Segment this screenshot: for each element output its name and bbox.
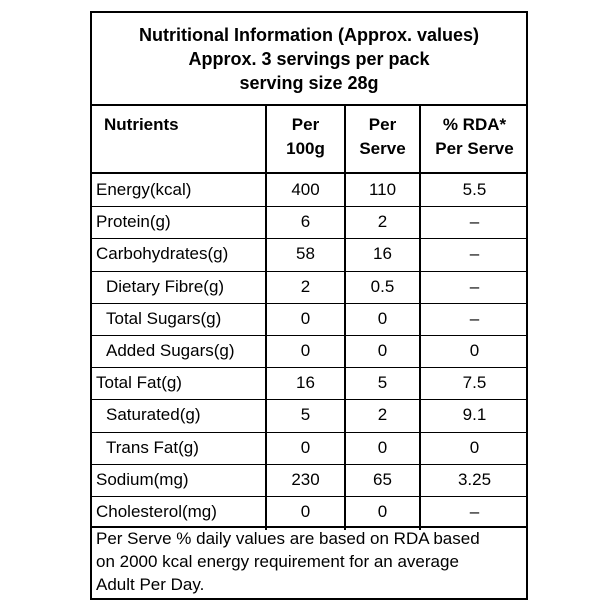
nutrition-panel — [90, 11, 528, 600]
value-rda: – — [469, 502, 480, 521]
value-rda: 5.5 — [462, 180, 487, 199]
value-rda: – — [469, 244, 480, 264]
value-rda: 0 — [469, 341, 480, 360]
header-rda: % RDA* Per Serve — [435, 115, 514, 158]
value-per-100g: 2 — [300, 276, 311, 296]
nutrient-name: Sodium(mg) — [96, 469, 189, 489]
value-per-serve: 65 — [373, 469, 392, 489]
row-divider — [92, 271, 526, 272]
value-per-100g: 0 — [300, 341, 311, 360]
row-divider — [92, 496, 526, 497]
value-per-100g: 0 — [300, 437, 311, 457]
title-divider — [92, 104, 526, 106]
panel-title — [92, 13, 526, 95]
nutrient-name: Total Fat(g) — [96, 373, 182, 393]
nutrient-name: Energy(kcal) — [96, 180, 192, 199]
header-nutrients: Nutrients — [104, 115, 179, 134]
nutrient-name: Cholesterol(mg) — [96, 502, 217, 521]
value-per-serve: 0.5 — [370, 276, 395, 296]
row-divider — [92, 367, 526, 368]
value-rda: 7.5 — [462, 373, 487, 393]
value-per-serve: 0 — [377, 341, 388, 360]
nutrient-name: Protein(g) — [96, 212, 171, 232]
value-per-100g: 5 — [300, 405, 311, 425]
row-divider — [92, 464, 526, 465]
value-per-serve: 110 — [368, 180, 397, 199]
row-divider — [92, 399, 526, 400]
value-per-100g: 6 — [300, 212, 311, 232]
value-per-serve: 0 — [377, 308, 388, 328]
value-rda: 3.25 — [457, 469, 492, 489]
value-per-100g: 0 — [300, 502, 311, 521]
value-rda: – — [469, 308, 480, 328]
header-per-serve: Per Serve — [359, 115, 406, 158]
value-per-100g: 16 — [296, 373, 315, 393]
value-per-100g: 58 — [296, 244, 315, 264]
title-line-1: Nutritional Information (Approx. values) — [138, 25, 479, 45]
value-rda: – — [469, 212, 480, 232]
row-divider — [92, 303, 526, 304]
footer-note: Per Serve % daily values are based on RDA based on 2000 kcal energy requirement for an average Adult Per Day. — [96, 529, 480, 594]
nutrient-name: Saturated(g) — [106, 405, 201, 425]
title-line-3: serving size 28g — [239, 73, 379, 93]
value-rda: 0 — [469, 437, 480, 457]
value-per-100g: 230 — [291, 469, 320, 489]
row-divider — [92, 335, 526, 336]
nutrient-name: Added Sugars(g) — [106, 341, 235, 360]
nutrient-name: Dietary Fibre(g) — [106, 276, 225, 296]
value-per-serve: 0 — [377, 502, 388, 521]
row-divider — [92, 432, 526, 433]
value-per-serve: 16 — [373, 244, 392, 264]
value-rda: 9.1 — [462, 405, 487, 425]
row-divider — [92, 238, 526, 239]
value-per-serve: 2 — [377, 212, 388, 232]
header-per-100g: Per 100g — [286, 115, 325, 158]
header-divider — [92, 172, 526, 174]
nutrient-name: Trans Fat(g) — [106, 437, 199, 457]
nutrient-name: Total Sugars(g) — [106, 308, 222, 328]
value-per-serve: 0 — [377, 437, 388, 457]
value-per-100g: 400 — [291, 180, 320, 199]
nutrient-name: Carbohydrates(g) — [96, 244, 229, 264]
value-per-serve: 5 — [377, 373, 388, 393]
value-per-serve: 2 — [377, 405, 388, 425]
row-divider — [92, 206, 526, 207]
title-line-2: Approx. 3 servings per pack — [188, 49, 430, 69]
value-per-100g: 0 — [300, 308, 311, 328]
value-rda: – — [469, 276, 480, 296]
